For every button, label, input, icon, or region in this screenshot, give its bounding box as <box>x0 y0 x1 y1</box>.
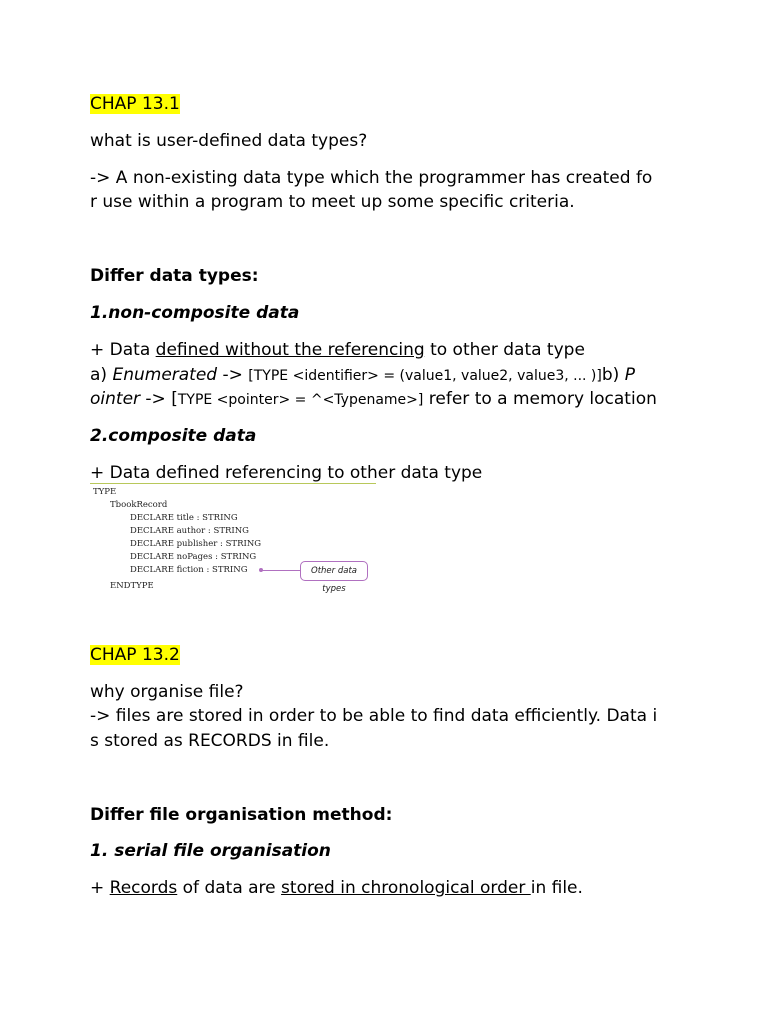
composite-bullet: + Data defined referencing to other data type <box>90 463 483 483</box>
enumerated-label: Enumerated <box>112 365 218 385</box>
text-span: refer to a memory location <box>423 389 657 409</box>
text-span: a) <box>90 365 113 385</box>
underlined-text: Records <box>109 878 178 898</box>
non-composite-bullet <box>90 339 585 361</box>
text-span: to other data type <box>424 340 585 360</box>
text-span: of data are <box>177 878 282 898</box>
text-span: + Data <box>90 340 156 360</box>
serial-file-heading: 1. serial file organisation <box>90 841 331 861</box>
divider <box>90 483 376 484</box>
composite-heading: 2.composite data <box>90 426 257 446</box>
non-composite-heading: 1.non-composite data <box>90 303 300 323</box>
code-line: TYPE <box>93 487 117 497</box>
question-text: why organise file? <box>90 682 244 702</box>
highlight: CHAP 13.1 <box>90 94 180 114</box>
other-data-types-callout: Other data types <box>300 561 368 581</box>
code-line: DECLARE noPages : STRING <box>130 552 257 562</box>
pointer-syntax: TYPE <pointer> = ^<Typename>] <box>177 392 424 408</box>
underlined-text: stored in chronological order <box>281 878 531 898</box>
text-span: + <box>90 878 110 898</box>
chap-13-1-heading <box>90 93 180 115</box>
connector-line <box>261 570 300 571</box>
answer-text-line: -> A non-existing data type which the programmer has created fo <box>90 168 653 188</box>
pointer-line <box>90 388 657 411</box>
question-text: what is user-defined data types? <box>90 131 368 151</box>
text-span: -> <box>217 365 249 385</box>
code-line: DECLARE fiction : STRING <box>130 565 248 575</box>
text-span: -> [ <box>140 389 178 409</box>
highlight: CHAP 13.2 <box>90 645 180 665</box>
answer-text-line: r use within a program to meet up some specific criteria. <box>90 192 575 212</box>
pointer-label: ointer <box>90 389 141 409</box>
code-line: TbookRecord <box>110 500 168 510</box>
serial-file-bullet <box>90 877 583 899</box>
chap-13-2-heading <box>90 644 180 666</box>
enumerated-syntax: [TYPE <identifier> = (value1, value2, value3, ... )] <box>248 368 602 384</box>
code-line: DECLARE author : STRING <box>130 526 249 536</box>
differ-file-organisation-heading: Differ file organisation method: <box>90 805 393 825</box>
differ-data-types-heading: Differ data types: <box>90 266 259 286</box>
answer-text-line: -> files are stored in order to be able to find data efficiently. Data i <box>90 706 658 726</box>
enumerated-line <box>90 364 635 387</box>
pointer-label: P <box>624 365 635 385</box>
code-line: DECLARE title : STRING <box>130 513 238 523</box>
text-span: in file. <box>530 878 583 898</box>
code-line: DECLARE publisher : STRING <box>130 539 262 549</box>
text-span: b) <box>601 365 625 385</box>
answer-text-line: s stored as RECORDS in file. <box>90 731 330 751</box>
code-line: ENDTYPE <box>110 581 154 591</box>
underlined-text: defined without the referencing <box>155 340 425 360</box>
